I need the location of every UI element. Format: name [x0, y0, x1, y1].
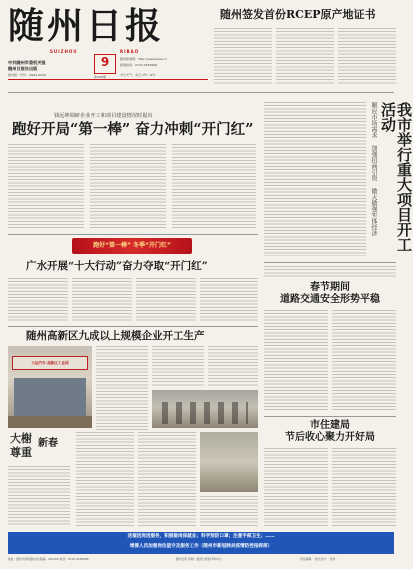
right-column-text-block: [264, 102, 366, 256]
gaoxin-photo-2-people: [162, 402, 248, 424]
masthead-rule: [8, 79, 208, 80]
sidebar-promo-line3: 新春: [38, 438, 58, 449]
top-story-text-col-3: [338, 28, 396, 84]
masthead-email: 新闻热线：0722-3255666: [120, 63, 158, 67]
section-divider-2: [8, 234, 258, 235]
lower-photo: [200, 432, 258, 492]
spring-travel-headline-2: 道路交通安全形势平稳: [280, 294, 380, 305]
city-construction-text-col-1: [264, 448, 328, 526]
guangshui-text-col-1: [8, 278, 68, 322]
right-column-story: [264, 98, 413, 258]
masthead-publisher-2: 随州日报社出版: [8, 66, 38, 71]
gaoxin-photo-sign: [12, 356, 88, 370]
top-story-text-col-1: [214, 28, 272, 84]
lead-story: [8, 112, 256, 230]
masthead-pinyin-left: SUIZHOU: [50, 49, 78, 54]
masthead-publisher: 中共随州市委机关报: [8, 60, 46, 65]
top-story: [214, 8, 396, 86]
section-divider-right-2: [264, 416, 396, 417]
top-story-headline: 随州签发首份RCEP原产地证书: [220, 8, 376, 21]
guangshui-story: [8, 260, 258, 324]
sidebar-promo: [8, 432, 72, 528]
gaoxin-story: [8, 330, 258, 430]
gaoxin-photo-2: [152, 390, 258, 428]
lead-story-text-col-2: [90, 144, 166, 228]
spring-travel-text-col-2: [332, 310, 396, 412]
right-column-kicker: 顺应市场需求 加强招商引资 做大做强实体经济: [370, 102, 377, 236]
lead-story-headline: 跑好开局“第一棒” 奋力冲刺“开门红”: [12, 121, 254, 138]
masthead-date-box: [94, 54, 116, 74]
gaoxin-text-col-2: [152, 346, 204, 386]
masthead: [8, 6, 208, 90]
campaign-banner: [72, 238, 192, 254]
sidebar-promo-line2: 尊重: [10, 446, 32, 459]
city-construction-headline: 市住建局: [310, 420, 350, 431]
footer-middle: 随州日报 印刷：随州日报社印务中心: [176, 557, 222, 561]
guangshui-headline: 广水开展“十大行动”奋力夺取“开门红”: [26, 260, 208, 272]
bottom-banner-line2: 增援人员加强岗位值守及服务工作（随州市新冠肺炎疫情防控指挥部）: [129, 544, 273, 549]
lower-text-col-3: [200, 496, 258, 526]
gaoxin-text-col-1: [96, 346, 148, 430]
spring-travel-text-col-1: [264, 310, 328, 412]
sidebar-promo-line1: 大榭: [10, 432, 32, 445]
gaoxin-photo: [8, 346, 92, 428]
top-story-text-col-2: [276, 28, 334, 84]
sidebar-promo-text: [8, 466, 70, 526]
right-misc-text: [264, 266, 396, 278]
lead-story-text-col-1: [8, 144, 84, 228]
masthead-title: 随州日报: [8, 5, 165, 47]
lead-story-text-col-3: [172, 144, 256, 228]
gaoxin-photo-caption: 大运汽车·高新区工业园: [31, 361, 69, 365]
masthead-pinyin-right: RIBAO: [120, 49, 140, 54]
footer-right: 责任编辑： 版式设计： 校对：: [300, 557, 339, 561]
bottom-banner-line1: 送福送岗送服务，积极稳岗保就业；科学预防口罩；注意手部卫生；……: [127, 534, 275, 539]
guangshui-text-col-3: [136, 278, 196, 322]
lower-text-col-1: [76, 432, 134, 526]
city-construction-story: [264, 420, 396, 528]
gaoxin-headline: 随州高新区九成以上规模企业开工生产: [26, 330, 205, 342]
guangshui-text-col-2: [72, 278, 132, 322]
footer-left: 地址：随州市清河路东段 邮编：441300 电话：0722-3255666: [8, 557, 89, 561]
masthead-weather: 今日天气：多云 1℃～9℃: [120, 73, 156, 77]
lead-story-kicker: 钱远坤调研企业开工和项目建设情况时提出: [54, 113, 153, 119]
footer: [8, 557, 394, 565]
masthead-issue: 第7693期: [94, 76, 106, 79]
masthead-day: 9: [100, 55, 110, 69]
masthead-cn: 国内统一刊号：CN42-0040: [8, 73, 46, 77]
city-construction-text-col-2: [332, 448, 396, 526]
lower-text-col-2: [138, 432, 196, 526]
section-divider-1: [8, 92, 394, 93]
spring-travel-story: [264, 282, 396, 412]
gaoxin-text-col-3: [208, 346, 258, 386]
masthead-website: 随州新闻网：http://www.szxw.cn: [120, 57, 167, 61]
bottom-banner: [8, 532, 394, 554]
section-divider-right-1: [264, 262, 396, 263]
campaign-banner-text: 跑好“第一棒” 冬季“开门红”: [93, 242, 171, 249]
right-column-headline: 我市举行重大项目开工活动: [379, 102, 413, 252]
guangshui-text-col-4: [200, 278, 258, 322]
city-construction-headline-2: 节后收心聚力开好局: [285, 432, 375, 443]
section-divider-3: [8, 326, 258, 327]
gaoxin-photo-building: [14, 378, 86, 418]
gaoxin-photo-ground: [8, 416, 92, 428]
spring-travel-headline: 春节期间: [310, 282, 350, 293]
